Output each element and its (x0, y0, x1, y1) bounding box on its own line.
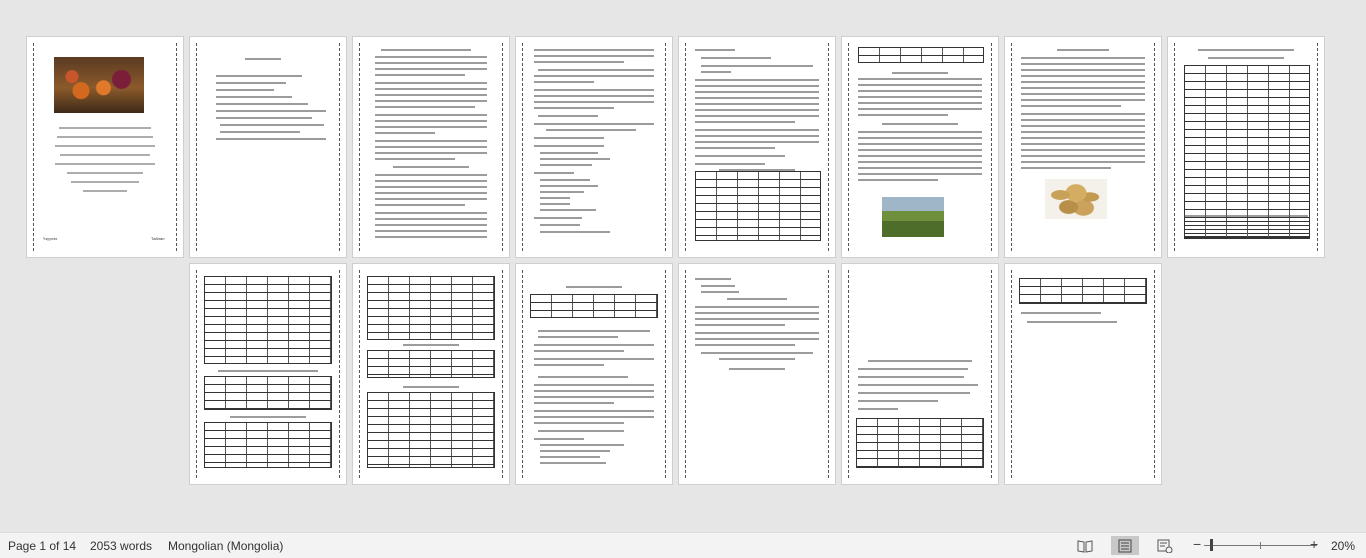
zoom-100-tick (1260, 542, 1261, 549)
language-indicator[interactable]: Mongolian (Mongolia) (168, 539, 284, 553)
field-photo (882, 197, 944, 237)
table (1184, 221, 1310, 239)
zoom-out-button[interactable]: − (1193, 536, 1202, 552)
page-7[interactable] (1005, 37, 1161, 257)
web-layout-icon (1157, 539, 1173, 553)
page-10[interactable] (353, 264, 509, 484)
table (695, 171, 821, 241)
table (367, 392, 495, 468)
print-layout-icon (1117, 539, 1133, 553)
potato-photo (1045, 179, 1107, 219)
page-count[interactable]: Page 1 of 14 (8, 539, 77, 553)
table (367, 276, 495, 340)
word-count[interactable]: 2053 words (90, 539, 153, 553)
table (530, 294, 658, 318)
table (856, 418, 984, 468)
table (858, 47, 984, 63)
page-6[interactable] (842, 37, 998, 257)
table (204, 376, 332, 410)
cover-footer-left: Үзүүлэх (43, 236, 58, 241)
web-layout-button[interactable] (1151, 536, 1179, 555)
table (367, 350, 495, 378)
print-layout-button[interactable] (1111, 536, 1139, 555)
table (1019, 278, 1147, 304)
zoom-level[interactable]: 20% (1331, 539, 1356, 553)
page-8[interactable] (1168, 37, 1324, 257)
book-open-icon (1077, 539, 1093, 553)
page-9[interactable] (190, 264, 346, 484)
zoom-slider-thumb[interactable] (1210, 539, 1213, 551)
page-3[interactable] (353, 37, 509, 257)
table (204, 422, 332, 468)
page-11[interactable] (516, 264, 672, 484)
page-2[interactable] (190, 37, 346, 257)
page-12[interactable] (679, 264, 835, 484)
page-5[interactable] (679, 37, 835, 257)
zoom-in-button[interactable]: + (1310, 536, 1319, 552)
status-bar (0, 532, 1366, 558)
page-1[interactable] (27, 37, 183, 257)
table (204, 276, 332, 364)
page-14[interactable] (1005, 264, 1161, 484)
page-4[interactable] (516, 37, 672, 257)
read-mode-button[interactable] (1071, 536, 1099, 555)
page-13[interactable] (842, 264, 998, 484)
vegetable-photo (54, 57, 144, 113)
cover-footer-right: Тайлан (151, 236, 165, 241)
table (1184, 65, 1310, 237)
